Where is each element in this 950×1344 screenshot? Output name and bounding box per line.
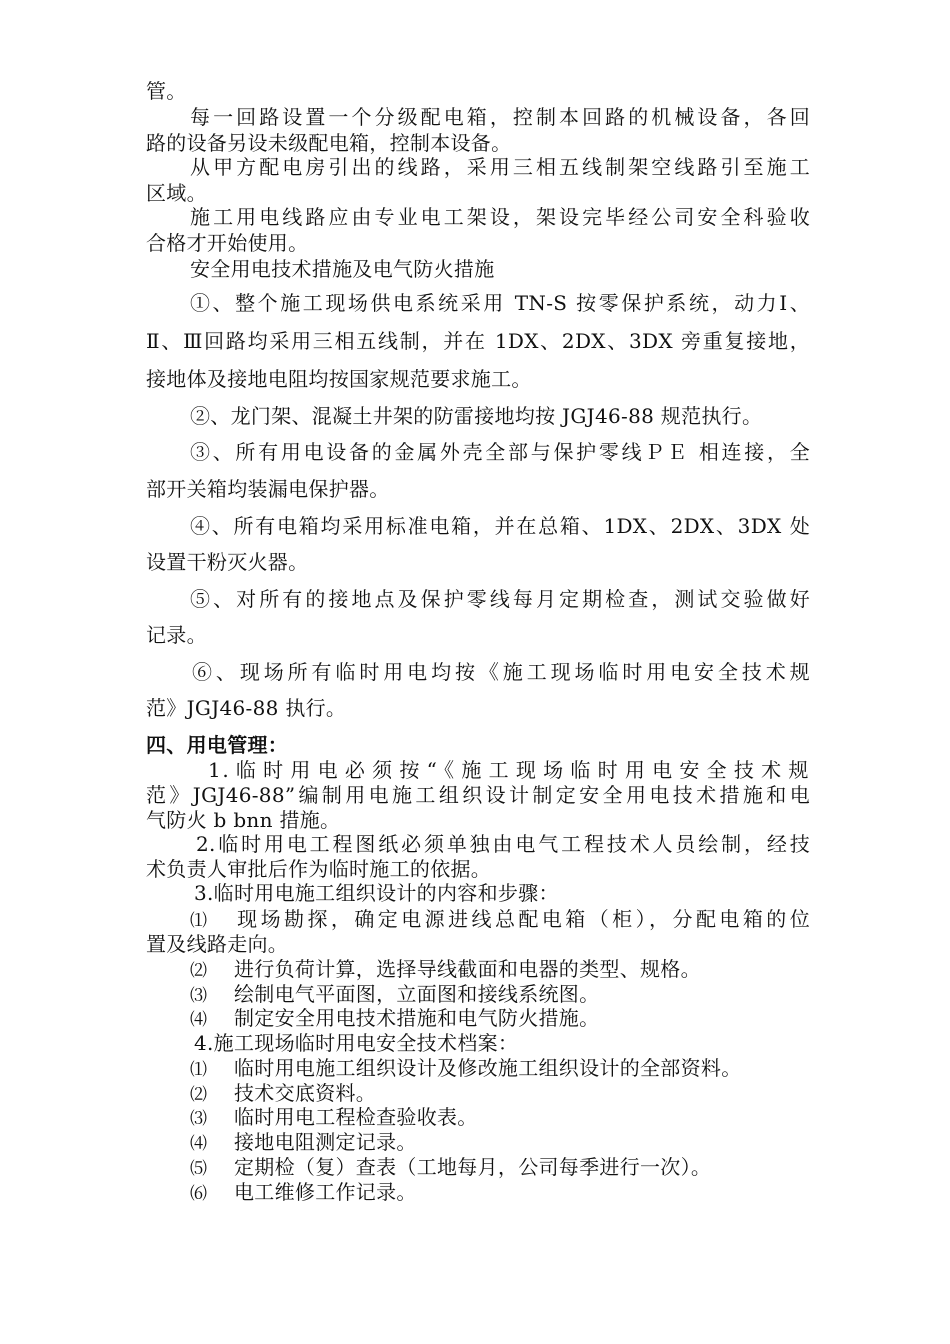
list-item xyxy=(146,906,810,934)
list-number: ⑴ xyxy=(190,911,208,931)
list-text: 电工维修工作记录。 xyxy=(234,1180,417,1204)
list-text: 进行负荷计算，选择导线截面和电器的类型、规格。 xyxy=(234,957,701,981)
list-item xyxy=(146,1179,854,1207)
intro-line: 每一回路设置一个分级配电箱，控制本回路的机械设备，各回 xyxy=(190,105,810,129)
list-number: ⑹ xyxy=(190,1184,208,1204)
list-item xyxy=(146,1154,854,1182)
measure-line: ①、整个施工现场供电系统采用 TN-S 按零保护系统，动力Ⅰ、 xyxy=(190,291,810,315)
list-text: 技术交底资料。 xyxy=(234,1081,377,1105)
measure-line: Ⅱ、Ⅲ回路均采用三相五线制，并在 1DX、2DX、3DX 旁重复接地， xyxy=(146,329,810,353)
list-number: ⑷ xyxy=(190,1134,208,1154)
list-text: 现场勘探，确定电源进线总配电箱（柜），分配电箱的位 xyxy=(234,907,810,931)
section-heading: 四、用电管理： xyxy=(146,733,289,757)
list-text: 绘制电气平面图，立面图和接线系统图。 xyxy=(234,982,600,1006)
list-text: 临时用电施工组织设计及修改施工组织设计的全部资料。 xyxy=(234,1056,742,1080)
list-number: ⑸ xyxy=(190,1159,208,1179)
rule-line: 术负责人审批后作为临时施工的依据。 xyxy=(146,857,492,881)
list-number: ⑴ xyxy=(190,1060,208,1080)
measure-line: ③、所有用电设备的金属外壳全部与保护零线ＰＥ 相连接，全 xyxy=(190,440,810,464)
measure-line: ⑤、对所有的接地点及保护零线每月定期检查，测试交验做好 xyxy=(190,587,810,611)
intro-line: 路的设备另设未级配电箱，控制本设备。 xyxy=(146,131,512,155)
rule-line: 气防火 b bnn 措施。 xyxy=(146,808,341,832)
intro-line: 合格才开始使用。 xyxy=(146,231,309,255)
list-item xyxy=(146,1129,854,1157)
list-text: 制定安全用电技术措施和电气防火措施。 xyxy=(234,1006,600,1030)
measure-line: ④、所有电箱均采用标准电箱，并在总箱、1DX、2DX、3DX 处 xyxy=(190,514,810,538)
measure-line: ②、龙门架、混凝土井架的防雷接地均按 JGJ46-88 规范执行。 xyxy=(190,404,763,428)
rule-line: 3.临时用电施工组织设计的内容和步骤： xyxy=(194,881,559,905)
measure-line: 范》JGJ46-88 执行。 xyxy=(146,696,347,720)
list-text: 定期检（复）查表（工地每月，公司每季进行一次）。 xyxy=(234,1155,712,1179)
rule-line: 2.临时用电工程图纸必须单独由电气工程技术人员绘制，经技 xyxy=(196,832,810,856)
intro-line: 施工用电线路应由专业电工架设，架设完毕经公司安全科验收 xyxy=(190,205,810,229)
intro-line: 管。 xyxy=(146,79,187,103)
section-subheading: 安全用电技术措施及电气防火措施 xyxy=(190,257,495,281)
list-number: ⑵ xyxy=(190,1085,208,1105)
list-item xyxy=(146,956,854,984)
rule-line: 范》JGJ46-88”编制用电施工组织设计制定安全用电技术措施和电 xyxy=(146,783,810,807)
list-text: 置及线路走向。 xyxy=(146,932,289,956)
measure-line: 设置干粉灭火器。 xyxy=(146,550,309,574)
list-number: ⑶ xyxy=(190,1109,208,1129)
list-item xyxy=(146,1055,854,1083)
list-text: 临时用电工程检查验收表。 xyxy=(234,1105,478,1129)
list-item xyxy=(146,931,810,957)
measure-line: 接地体及接地电阻均按国家规范要求施工。 xyxy=(146,367,532,391)
list-text: 接地电阻测定记录。 xyxy=(234,1130,417,1154)
list-number: ⑷ xyxy=(190,1010,208,1030)
rule-line: 1.临时用电必须按“《施工现场临时用电安全技术规 xyxy=(208,758,810,782)
measure-line: 记录。 xyxy=(146,623,207,647)
list-number: ⑶ xyxy=(190,986,208,1006)
intro-line: 从甲方配电房引出的线路，采用三相五线制架空线路引至施工 xyxy=(190,155,810,179)
intro-line: 区域。 xyxy=(146,181,207,205)
rule-line: 4.施工现场临时用电安全技术档案： xyxy=(194,1031,519,1055)
measure-line: ⑥、现场所有临时用电均按《施工现场临时用电安全技术规 xyxy=(192,660,810,684)
list-item xyxy=(146,1005,854,1033)
list-item xyxy=(146,1104,854,1132)
list-number: ⑵ xyxy=(190,961,208,981)
measure-line: 部开关箱均装漏电保护器。 xyxy=(146,477,390,501)
